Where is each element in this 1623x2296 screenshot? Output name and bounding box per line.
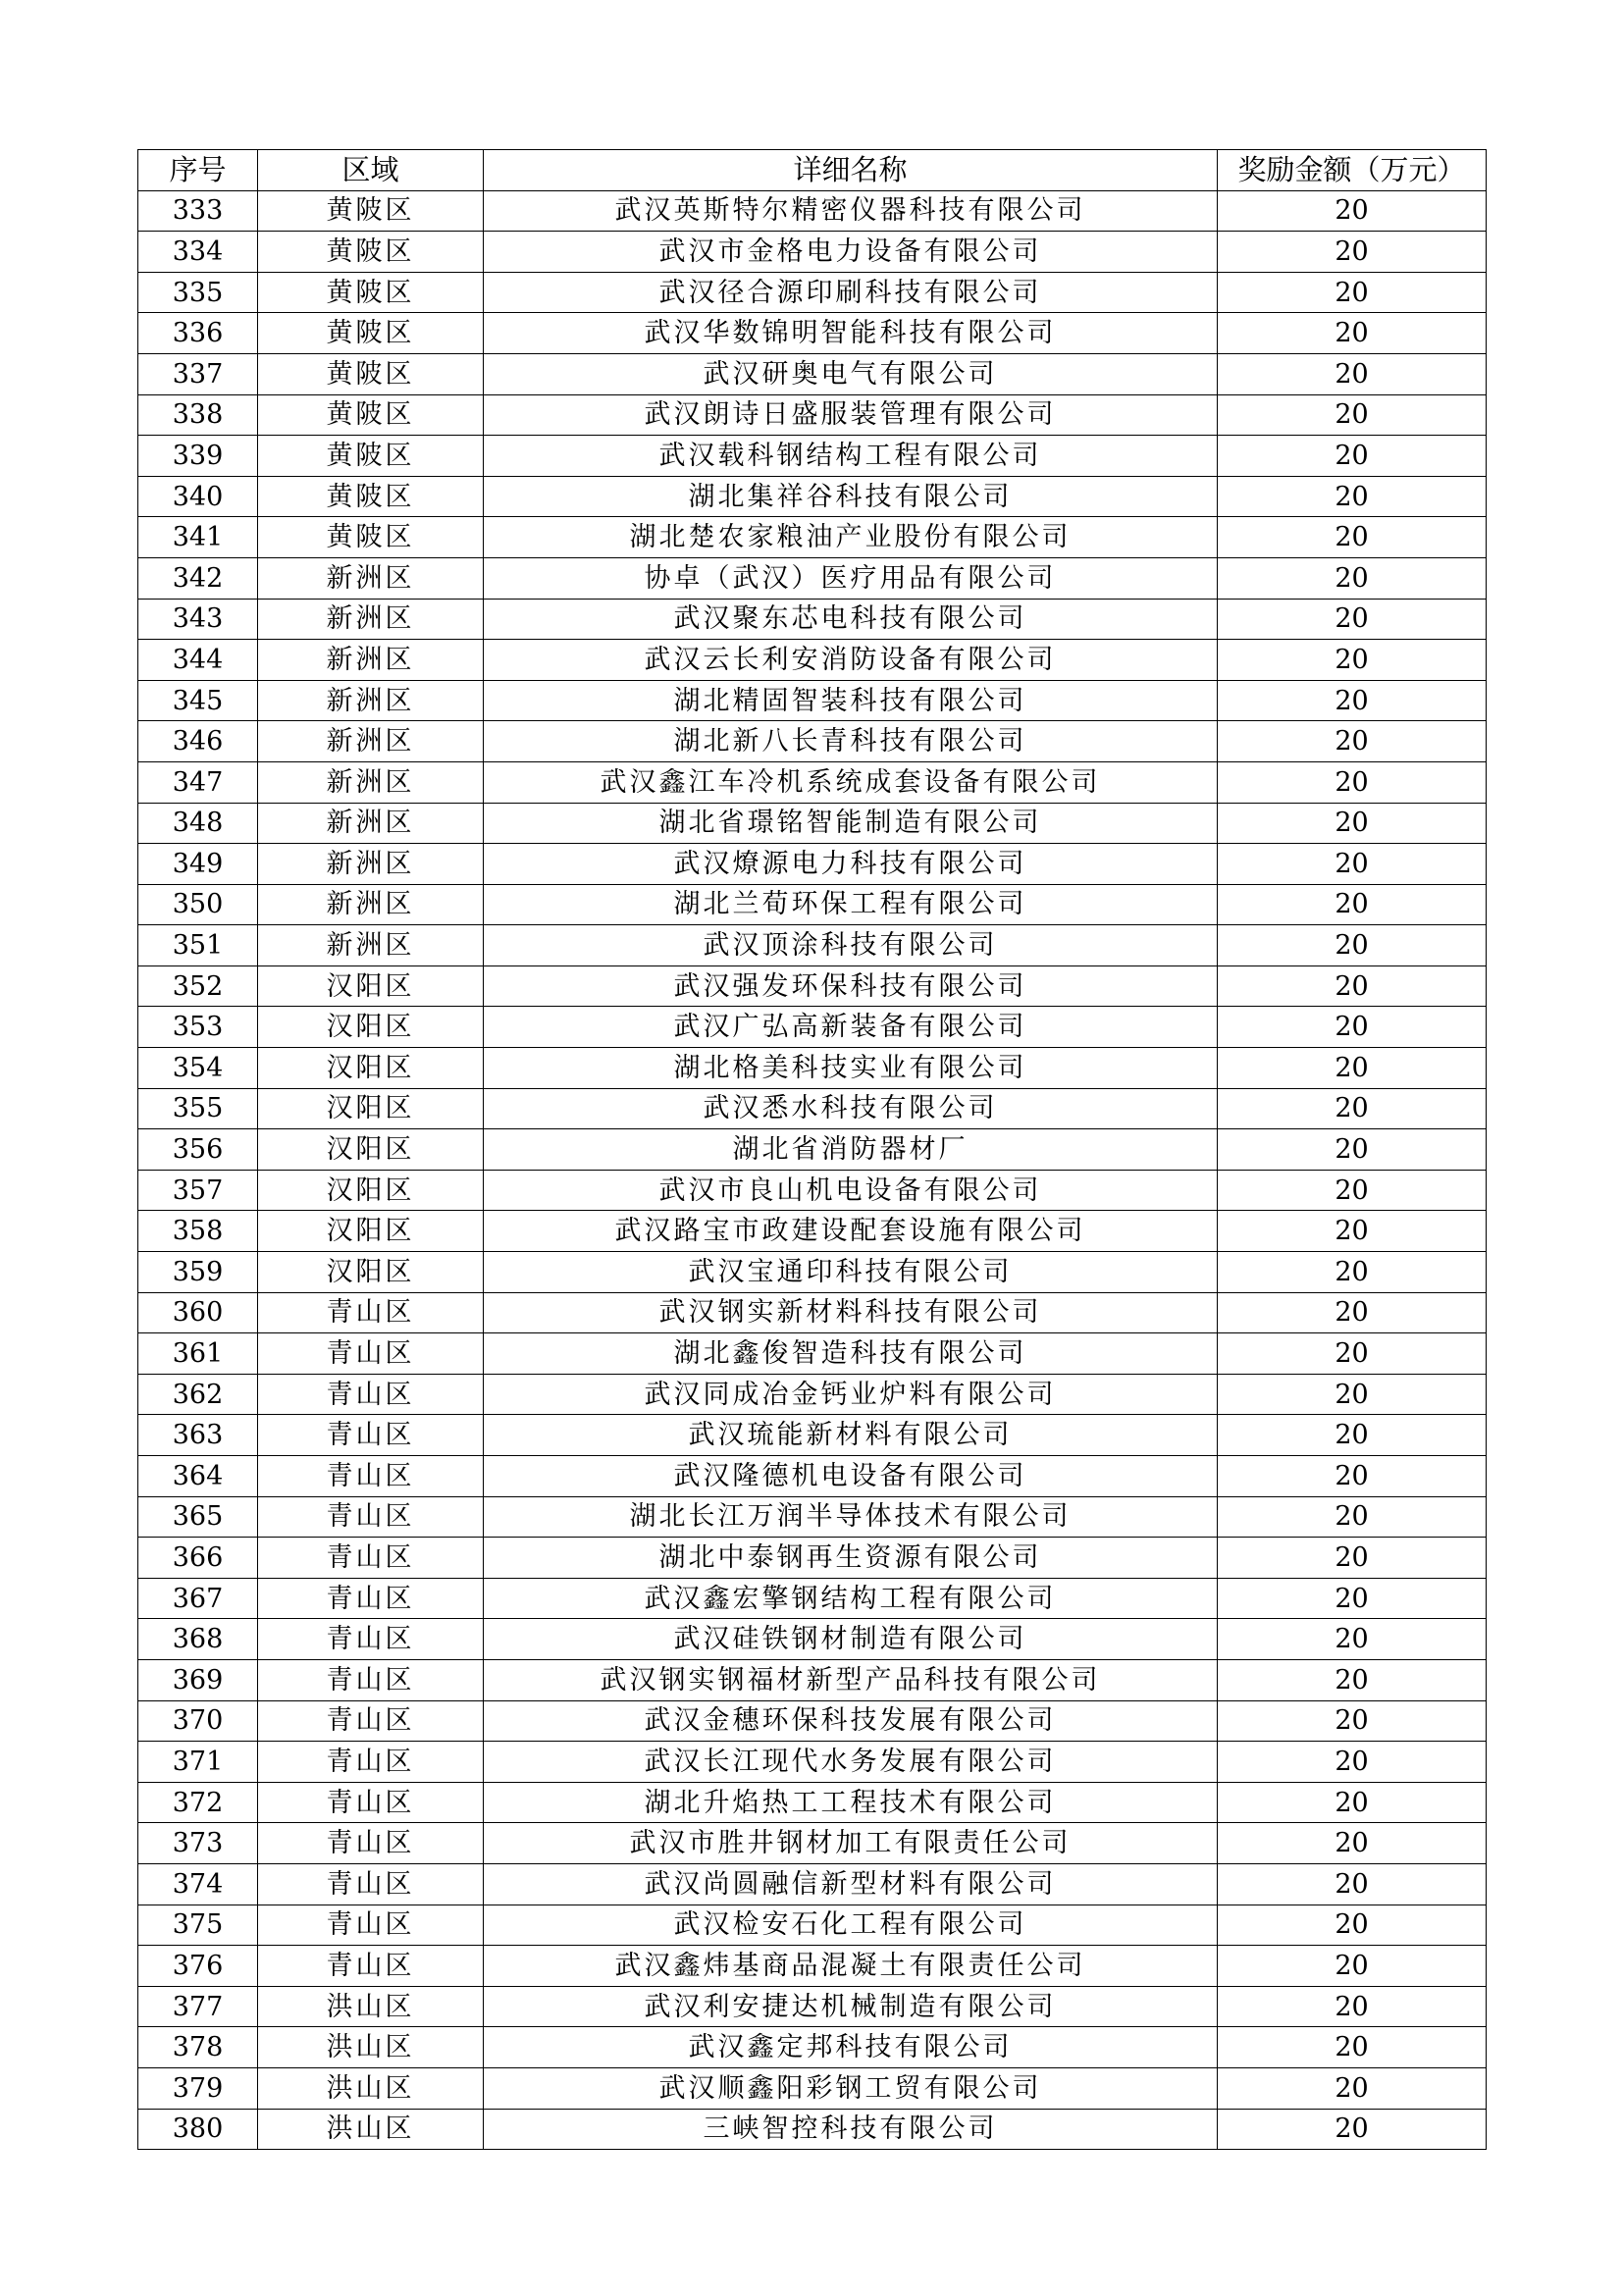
table-row [138, 1292, 1487, 1333]
table-row [138, 803, 1487, 844]
cell-no: 336 [138, 313, 258, 354]
cell-no: 358 [138, 1211, 258, 1252]
cell-no: 346 [138, 721, 258, 762]
cell-name: 武汉鑫炜基商品混凝土有限责任公司 [484, 1946, 1218, 1987]
table-row [138, 353, 1487, 394]
cell-name: 湖北长江万润半导体技术有限公司 [484, 1496, 1218, 1538]
cell-name: 湖北格美科技实业有限公司 [484, 1048, 1218, 1089]
cell-region: 汉阳区 [258, 1088, 484, 1129]
cell-no: 338 [138, 394, 258, 436]
cell-no: 363 [138, 1415, 258, 1456]
cell-name: 武汉钢实新材料科技有限公司 [484, 1292, 1218, 1333]
cell-region: 汉阳区 [258, 1007, 484, 1048]
table-row [138, 1905, 1487, 1946]
header-name: 详细名称 [484, 150, 1218, 191]
table-row [138, 1007, 1487, 1048]
cell-name: 湖北集祥谷科技有限公司 [484, 476, 1218, 517]
table-row [138, 557, 1487, 599]
cell-name: 武汉宝通印科技有限公司 [484, 1252, 1218, 1293]
cell-amount: 20 [1218, 1578, 1487, 1619]
cell-amount: 20 [1218, 640, 1487, 681]
table-row [138, 965, 1487, 1007]
cell-amount: 20 [1218, 844, 1487, 885]
table-row [138, 517, 1487, 558]
cell-region: 新洲区 [258, 680, 484, 721]
cell-name: 武汉鑫宏擎钢结构工程有限公司 [484, 1578, 1218, 1619]
cell-name: 武汉市金格电力设备有限公司 [484, 232, 1218, 273]
cell-amount: 20 [1218, 1496, 1487, 1538]
cell-region: 新洲区 [258, 925, 484, 966]
cell-region: 黄陂区 [258, 272, 484, 313]
cell-name: 湖北鑫俊智造科技有限公司 [484, 1333, 1218, 1375]
cell-region: 汉阳区 [258, 1211, 484, 1252]
cell-amount: 20 [1218, 272, 1487, 313]
cell-region: 汉阳区 [258, 1129, 484, 1171]
cell-region: 洪山区 [258, 2027, 484, 2068]
cell-amount: 20 [1218, 680, 1487, 721]
cell-region: 青山区 [258, 1946, 484, 1987]
cell-name: 武汉载科钢结构工程有限公司 [484, 436, 1218, 477]
cell-name: 武汉强发环保科技有限公司 [484, 965, 1218, 1007]
table-row [138, 272, 1487, 313]
table-row [138, 884, 1487, 925]
table-row [138, 640, 1487, 681]
cell-amount: 20 [1218, 313, 1487, 354]
cell-amount: 20 [1218, 1048, 1487, 1089]
cell-no: 350 [138, 884, 258, 925]
cell-amount: 20 [1218, 925, 1487, 966]
cell-amount: 20 [1218, 1007, 1487, 1048]
cell-region: 青山区 [258, 1742, 484, 1783]
cell-region: 黄陂区 [258, 353, 484, 394]
header-amount: 奖励金额（万元） [1218, 150, 1487, 191]
table-row [138, 1619, 1487, 1660]
table-row [138, 2027, 1487, 2068]
cell-amount: 20 [1218, 599, 1487, 640]
cell-no: 371 [138, 1742, 258, 1783]
table-row [138, 1538, 1487, 1579]
cell-no: 337 [138, 353, 258, 394]
table-row [138, 1986, 1487, 2027]
cell-amount: 20 [1218, 884, 1487, 925]
cell-no: 380 [138, 2109, 258, 2150]
cell-amount: 20 [1218, 1252, 1487, 1293]
cell-region: 青山区 [258, 1619, 484, 1660]
cell-amount: 20 [1218, 1782, 1487, 1823]
cell-amount: 20 [1218, 1292, 1487, 1333]
table-row [138, 844, 1487, 885]
cell-no: 335 [138, 272, 258, 313]
cell-no: 372 [138, 1782, 258, 1823]
cell-amount: 20 [1218, 761, 1487, 803]
cell-amount: 20 [1218, 1170, 1487, 1211]
cell-region: 青山区 [258, 1578, 484, 1619]
table-row [138, 1252, 1487, 1293]
cell-name: 湖北兰荀环保工程有限公司 [484, 884, 1218, 925]
cell-no: 378 [138, 2027, 258, 2068]
cell-no: 333 [138, 190, 258, 232]
cell-no: 339 [138, 436, 258, 477]
cell-region: 新洲区 [258, 721, 484, 762]
table-row [138, 1823, 1487, 1864]
cell-name: 武汉路宝市政建设配套设施有限公司 [484, 1211, 1218, 1252]
cell-name: 湖北中泰钢再生资源有限公司 [484, 1538, 1218, 1579]
cell-region: 新洲区 [258, 844, 484, 885]
cell-name: 武汉华数锦明智能科技有限公司 [484, 313, 1218, 354]
table-row [138, 1456, 1487, 1497]
table-row [138, 1700, 1487, 1742]
cell-region: 汉阳区 [258, 1252, 484, 1293]
table-row [138, 2067, 1487, 2109]
cell-region: 青山区 [258, 1415, 484, 1456]
cell-name: 武汉顶涂科技有限公司 [484, 925, 1218, 966]
cell-region: 青山区 [258, 1659, 484, 1700]
table-row [138, 599, 1487, 640]
cell-amount: 20 [1218, 2067, 1487, 2109]
cell-no: 351 [138, 925, 258, 966]
cell-region: 青山区 [258, 1905, 484, 1946]
cell-no: 353 [138, 1007, 258, 1048]
cell-name: 武汉市胜井钢材加工有限责任公司 [484, 1823, 1218, 1864]
cell-no: 352 [138, 965, 258, 1007]
cell-amount: 20 [1218, 557, 1487, 599]
cell-amount: 20 [1218, 232, 1487, 273]
cell-region: 青山区 [258, 1538, 484, 1579]
cell-region: 黄陂区 [258, 394, 484, 436]
cell-amount: 20 [1218, 1823, 1487, 1864]
cell-amount: 20 [1218, 1129, 1487, 1171]
header-region: 区域 [258, 150, 484, 191]
cell-name: 武汉市良山机电设备有限公司 [484, 1170, 1218, 1211]
cell-name: 湖北升焰热工工程技术有限公司 [484, 1782, 1218, 1823]
cell-no: 357 [138, 1170, 258, 1211]
cell-no: 344 [138, 640, 258, 681]
cell-amount: 20 [1218, 1415, 1487, 1456]
cell-no: 340 [138, 476, 258, 517]
cell-region: 新洲区 [258, 640, 484, 681]
table-row [138, 761, 1487, 803]
cell-region: 青山区 [258, 1292, 484, 1333]
cell-no: 377 [138, 1986, 258, 2027]
cell-no: 345 [138, 680, 258, 721]
table-body [138, 190, 1487, 2150]
cell-name: 湖北省消防器材厂 [484, 1129, 1218, 1171]
table-row [138, 1129, 1487, 1171]
table-row [138, 1088, 1487, 1129]
cell-name: 湖北楚农家粮油产业股份有限公司 [484, 517, 1218, 558]
cell-no: 348 [138, 803, 258, 844]
cell-name: 武汉利安捷达机械制造有限公司 [484, 1986, 1218, 2027]
table-row [138, 2109, 1487, 2150]
table-row [138, 1333, 1487, 1375]
cell-name: 武汉悉水科技有限公司 [484, 1088, 1218, 1129]
cell-no: 354 [138, 1048, 258, 1089]
cell-region: 青山区 [258, 1823, 484, 1864]
cell-name: 武汉鑫定邦科技有限公司 [484, 2027, 1218, 2068]
cell-no: 355 [138, 1088, 258, 1129]
cell-region: 黄陂区 [258, 436, 484, 477]
cell-amount: 20 [1218, 1456, 1487, 1497]
cell-no: 356 [138, 1129, 258, 1171]
cell-name: 湖北省璟铭智能制造有限公司 [484, 803, 1218, 844]
cell-no: 359 [138, 1252, 258, 1293]
table-row [138, 1782, 1487, 1823]
cell-amount: 20 [1218, 190, 1487, 232]
table-row [138, 476, 1487, 517]
cell-name: 三峡智控科技有限公司 [484, 2109, 1218, 2150]
cell-amount: 20 [1218, 721, 1487, 762]
table-row [138, 1946, 1487, 1987]
cell-amount: 20 [1218, 1619, 1487, 1660]
table-row [138, 1048, 1487, 1089]
table-row [138, 232, 1487, 273]
table-row [138, 1170, 1487, 1211]
cell-no: 368 [138, 1619, 258, 1660]
cell-amount: 20 [1218, 1333, 1487, 1375]
cell-name: 武汉琉能新材料有限公司 [484, 1415, 1218, 1456]
cell-region: 汉阳区 [258, 965, 484, 1007]
cell-amount: 20 [1218, 2027, 1487, 2068]
cell-amount: 20 [1218, 1863, 1487, 1905]
cell-amount: 20 [1218, 517, 1487, 558]
cell-amount: 20 [1218, 1659, 1487, 1700]
cell-region: 汉阳区 [258, 1048, 484, 1089]
cell-no: 366 [138, 1538, 258, 1579]
cell-amount: 20 [1218, 476, 1487, 517]
cell-no: 360 [138, 1292, 258, 1333]
cell-no: 375 [138, 1905, 258, 1946]
cell-amount: 20 [1218, 965, 1487, 1007]
cell-no: 349 [138, 844, 258, 885]
table-row [138, 394, 1487, 436]
cell-name: 湖北新八长青科技有限公司 [484, 721, 1218, 762]
cell-amount: 20 [1218, 436, 1487, 477]
cell-no: 364 [138, 1456, 258, 1497]
cell-region: 新洲区 [258, 557, 484, 599]
table-row [138, 190, 1487, 232]
cell-name: 武汉鑫江车冷机系统成套设备有限公司 [484, 761, 1218, 803]
cell-region: 青山区 [258, 1496, 484, 1538]
cell-region: 青山区 [258, 1333, 484, 1375]
cell-amount: 20 [1218, 1211, 1487, 1252]
cell-no: 379 [138, 2067, 258, 2109]
table-header-row [138, 150, 1487, 191]
cell-name: 武汉径合源印刷科技有限公司 [484, 272, 1218, 313]
header-no: 序号 [138, 150, 258, 191]
table-row [138, 1742, 1487, 1783]
cell-name: 武汉钢实钢福材新型产品科技有限公司 [484, 1659, 1218, 1700]
cell-name: 武汉检安石化工程有限公司 [484, 1905, 1218, 1946]
cell-amount: 20 [1218, 1374, 1487, 1415]
cell-name: 武汉广弘高新装备有限公司 [484, 1007, 1218, 1048]
cell-no: 362 [138, 1374, 258, 1415]
cell-region: 黄陂区 [258, 517, 484, 558]
cell-no: 376 [138, 1946, 258, 1987]
cell-region: 黄陂区 [258, 190, 484, 232]
cell-no: 370 [138, 1700, 258, 1742]
cell-name: 武汉隆德机电设备有限公司 [484, 1456, 1218, 1497]
table-row [138, 1659, 1487, 1700]
cell-name: 武汉尚圆融信新型材料有限公司 [484, 1863, 1218, 1905]
cell-name: 协卓（武汉）医疗用品有限公司 [484, 557, 1218, 599]
cell-amount: 20 [1218, 1538, 1487, 1579]
cell-region: 新洲区 [258, 884, 484, 925]
table-row [138, 680, 1487, 721]
table-row [138, 1415, 1487, 1456]
cell-name: 武汉研奥电气有限公司 [484, 353, 1218, 394]
cell-region: 洪山区 [258, 1986, 484, 2027]
cell-name: 武汉聚东芯电科技有限公司 [484, 599, 1218, 640]
cell-region: 汉阳区 [258, 1170, 484, 1211]
cell-name: 武汉长江现代水务发展有限公司 [484, 1742, 1218, 1783]
cell-name: 武汉燎源电力科技有限公司 [484, 844, 1218, 885]
cell-amount: 20 [1218, 1700, 1487, 1742]
cell-name: 武汉云长利安消防设备有限公司 [484, 640, 1218, 681]
cell-region: 黄陂区 [258, 232, 484, 273]
table-row [138, 1863, 1487, 1905]
cell-no: 341 [138, 517, 258, 558]
cell-no: 369 [138, 1659, 258, 1700]
cell-no: 347 [138, 761, 258, 803]
cell-region: 新洲区 [258, 803, 484, 844]
cell-region: 黄陂区 [258, 313, 484, 354]
cell-amount: 20 [1218, 1986, 1487, 2027]
cell-no: 373 [138, 1823, 258, 1864]
cell-region: 青山区 [258, 1456, 484, 1497]
cell-region: 青山区 [258, 1374, 484, 1415]
award-table [137, 149, 1487, 2150]
cell-amount: 20 [1218, 2109, 1487, 2150]
cell-region: 洪山区 [258, 2109, 484, 2150]
cell-region: 新洲区 [258, 599, 484, 640]
table-row [138, 1496, 1487, 1538]
cell-amount: 20 [1218, 1088, 1487, 1129]
cell-amount: 20 [1218, 1742, 1487, 1783]
cell-amount: 20 [1218, 1905, 1487, 1946]
table-row [138, 1211, 1487, 1252]
cell-amount: 20 [1218, 803, 1487, 844]
table-row [138, 721, 1487, 762]
table-row [138, 436, 1487, 477]
cell-region: 青山区 [258, 1863, 484, 1905]
cell-no: 343 [138, 599, 258, 640]
cell-no: 342 [138, 557, 258, 599]
cell-name: 武汉金穗环保科技发展有限公司 [484, 1700, 1218, 1742]
table-row [138, 1578, 1487, 1619]
cell-no: 374 [138, 1863, 258, 1905]
cell-name: 武汉同成冶金钙业炉料有限公司 [484, 1374, 1218, 1415]
cell-name: 武汉硅铁钢材制造有限公司 [484, 1619, 1218, 1660]
cell-no: 365 [138, 1496, 258, 1538]
table-row [138, 313, 1487, 354]
cell-name: 武汉朗诗日盛服装管理有限公司 [484, 394, 1218, 436]
table-row [138, 1374, 1487, 1415]
cell-region: 黄陂区 [258, 476, 484, 517]
cell-name: 湖北精固智装科技有限公司 [484, 680, 1218, 721]
cell-region: 洪山区 [258, 2067, 484, 2109]
cell-amount: 20 [1218, 394, 1487, 436]
cell-region: 青山区 [258, 1782, 484, 1823]
cell-no: 334 [138, 232, 258, 273]
cell-amount: 20 [1218, 353, 1487, 394]
cell-amount: 20 [1218, 1946, 1487, 1987]
table-row [138, 925, 1487, 966]
cell-name: 武汉英斯特尔精密仪器科技有限公司 [484, 190, 1218, 232]
cell-name: 武汉顺鑫阳彩钢工贸有限公司 [484, 2067, 1218, 2109]
cell-region: 新洲区 [258, 761, 484, 803]
cell-region: 青山区 [258, 1700, 484, 1742]
cell-no: 367 [138, 1578, 258, 1619]
cell-no: 361 [138, 1333, 258, 1375]
